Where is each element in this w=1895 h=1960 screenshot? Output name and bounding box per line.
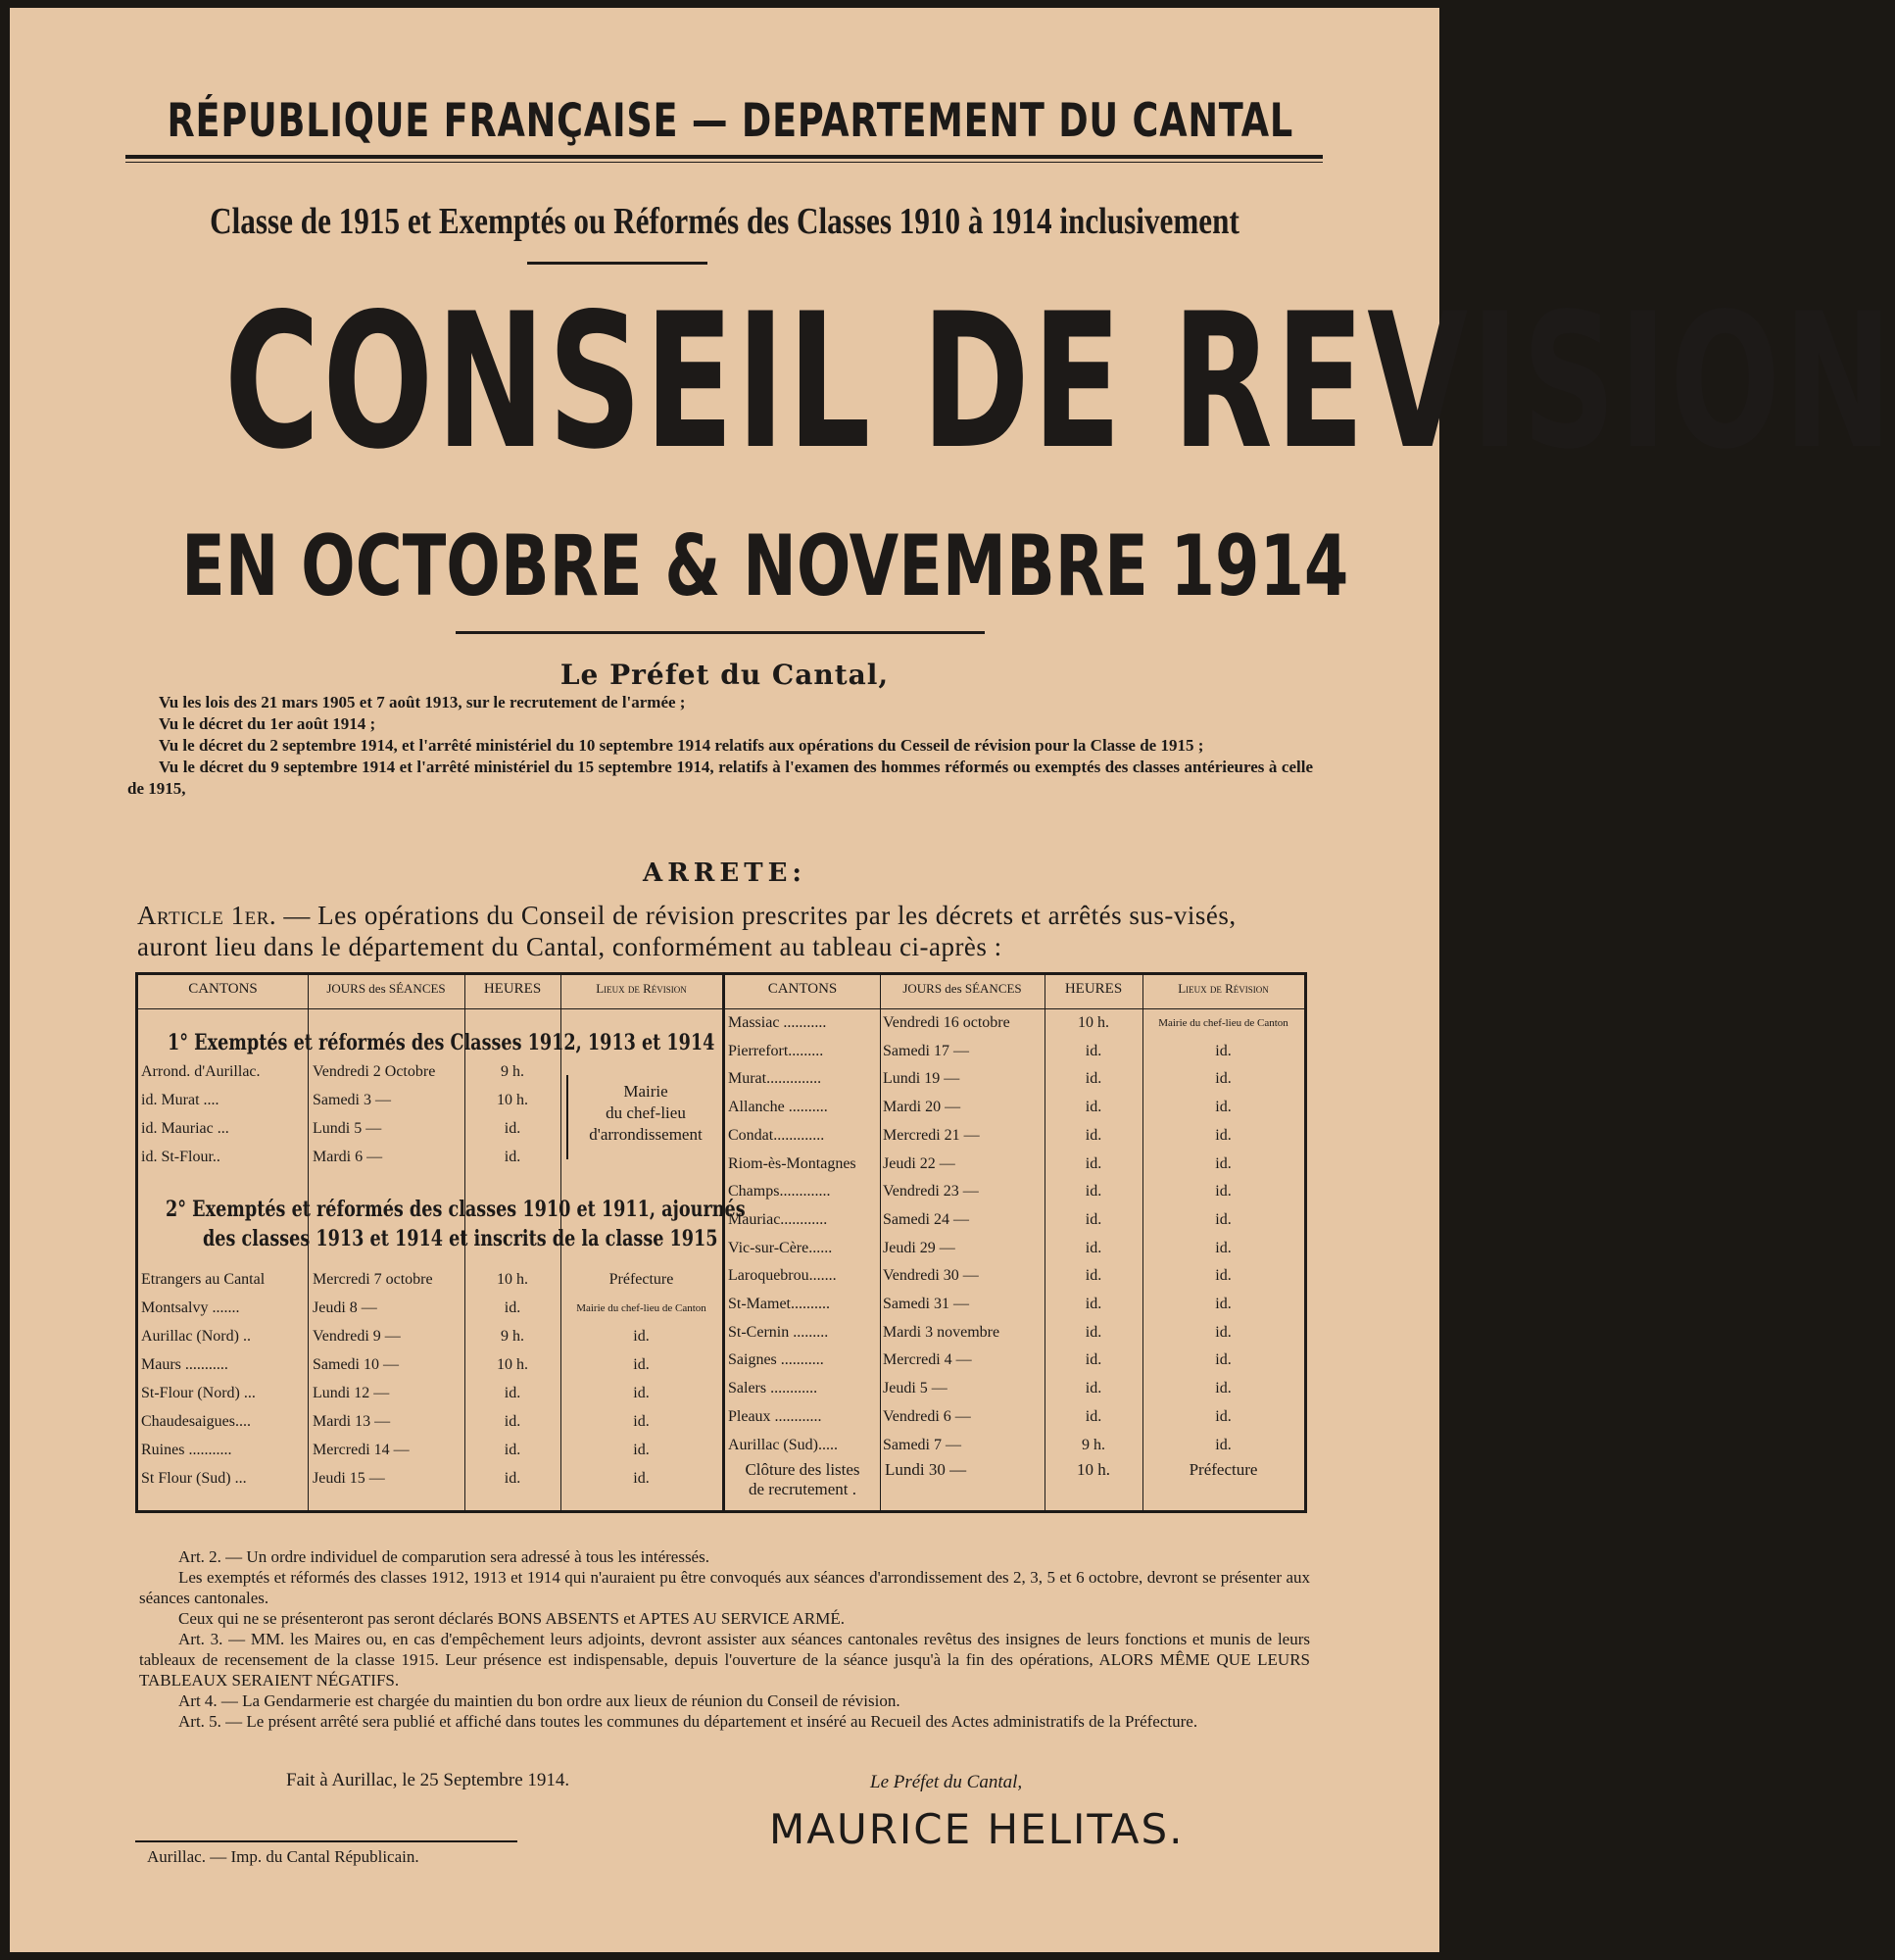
- lieu-cell: Préfecture: [608, 1271, 674, 1288]
- main-title: CONSEIL DE REVISION: [223, 273, 1895, 490]
- closing-canton: Clôture des listes: [745, 1460, 860, 1479]
- day-cell: Jeudi 29 —: [883, 1239, 955, 1256]
- canton-cell: id. Murat ....: [141, 1092, 219, 1108]
- section-1-lieu: Mairie: [623, 1082, 668, 1101]
- imprint-rule: [135, 1840, 517, 1842]
- day-cell: Samedi 24 —: [883, 1210, 969, 1228]
- canton-cell: Ruines ...........: [141, 1442, 232, 1458]
- day-cell: Jeudi 5 —: [883, 1380, 948, 1397]
- day-cell: Mardi 13 —: [313, 1413, 391, 1430]
- canton-cell: Arrond. d'Aurillac.: [141, 1063, 261, 1080]
- imprint: Aurillac. — Imp. du Cantal Républicain.: [147, 1847, 419, 1866]
- hour-cell: id.: [1085, 1154, 1102, 1172]
- canton-cell: Salers ............: [728, 1380, 818, 1397]
- day-cell: Samedi 17 —: [883, 1042, 969, 1059]
- day-cell: Vendredi 9 —: [313, 1328, 401, 1345]
- canton-cell: Chaudesaigues....: [141, 1413, 251, 1430]
- vu-line: Vu le décret du 9 septembre 1914 et l'arrêté ministériel du 15 septembre 1914, relatifs à l'examen des hommes réformés ou exemptés des classes antérieures à celle de 1915,: [127, 758, 1313, 798]
- hour-cell: id.: [504, 1120, 521, 1137]
- lieu-cell: id.: [1215, 1296, 1232, 1312]
- day-cell: Vendredi 23 —: [883, 1183, 979, 1200]
- article-paragraph: Les exemptés et réformés des classes 1912, 1913 et 1914 qui n'auraient pu être convoqués aux séances d'arrondissement des 2, 3, 5 et 6 octobre, devront se présenter aux séances cantonales.: [139, 1568, 1310, 1607]
- lieu-cell: id.: [1215, 1070, 1232, 1088]
- vu-line: Vu le décret du 2 septembre 1914, et l'arrêté ministériel du 10 septembre 1914 relatifs aux opérations du Cesseil de révision pour la Classe de 1915 ;: [159, 736, 1204, 755]
- canton-cell: id. Mauriac ...: [141, 1120, 229, 1137]
- hour-cell: id.: [504, 1470, 521, 1487]
- hour-cell: id.: [1085, 1351, 1102, 1369]
- th-heures: HEURES: [1064, 981, 1123, 997]
- canton-cell: Montsalvy .......: [141, 1299, 240, 1316]
- th-cantons: CANTONS: [767, 981, 838, 997]
- hour-cell: id.: [1085, 1070, 1102, 1088]
- lieu-brace: [566, 1075, 568, 1159]
- section-1-lieu: du chef-lieu: [606, 1103, 686, 1122]
- signature: MAURICE HELITAS.: [769, 1805, 1185, 1853]
- th-jours: JOURS des SÉANCES: [902, 981, 1022, 996]
- day-cell: Mardi 20 —: [883, 1099, 961, 1116]
- hour-cell: 10 h.: [1078, 1014, 1109, 1031]
- hour-cell: 10 h.: [497, 1092, 528, 1108]
- lieu-cell: id.: [1215, 1323, 1232, 1341]
- prefet-sign-line: Le Préfet du Cantal,: [870, 1772, 1023, 1792]
- lieu-cell: id.: [1215, 1239, 1232, 1256]
- hour-cell: 9 h.: [1082, 1436, 1105, 1453]
- article-paragraph: Art 4. — La Gendarmerie est chargée du maintien du bon ordre aux lieux de réunion du Conseil de révision.: [178, 1691, 900, 1710]
- lieu-cell: id.: [1215, 1154, 1232, 1172]
- day-cell: Lundi 19 —: [883, 1070, 960, 1088]
- main-subtitle: EN OCTOBRE & NOVEMBRE 1914: [181, 517, 1349, 615]
- hour-cell: id.: [1085, 1099, 1102, 1116]
- lieu-cell: id.: [1215, 1183, 1232, 1200]
- hour-cell: id.: [1085, 1380, 1102, 1397]
- canton-cell: Massiac ...........: [728, 1014, 827, 1031]
- canton-cell: Laroquebrou.......: [728, 1267, 837, 1285]
- canton-cell: Etrangers au Cantal: [141, 1271, 266, 1288]
- day-cell: Samedi 31 —: [883, 1296, 969, 1312]
- section-2-title: 2° Exemptés et réformés des classes 1910 et 1911, ajournés: [166, 1197, 746, 1222]
- hour-cell: id.: [1085, 1126, 1102, 1144]
- canton-cell: Pleaux ............: [728, 1407, 822, 1425]
- lieu-cell: id.: [633, 1470, 650, 1487]
- section-2-title: des classes 1913 et 1914 et inscrits de la classe 1915: [203, 1226, 718, 1251]
- canton-cell: id. St-Flour..: [141, 1149, 220, 1165]
- hour-cell: id.: [504, 1149, 521, 1165]
- day-cell: Jeudi 22 —: [883, 1154, 955, 1172]
- header-title: RÉPUBLIQUE FRANÇAISE — DEPARTEMENT DU CANTAL: [167, 94, 1294, 148]
- hour-cell: id.: [1085, 1296, 1102, 1312]
- day-cell: Samedi 10 —: [313, 1356, 399, 1373]
- canton-cell: Aurillac (Sud).....: [728, 1436, 838, 1453]
- lieu-cell: id.: [1215, 1042, 1232, 1059]
- article-paragraph: Art. 2. — Un ordre individuel de comparution sera adressé à tous les intéressés.: [178, 1547, 709, 1566]
- article-1: [137, 900, 1313, 962]
- day-cell: Samedi 7 —: [883, 1436, 961, 1453]
- day-cell: Vendredi 30 —: [883, 1267, 979, 1285]
- day-cell: Mercredi 4 —: [883, 1351, 972, 1369]
- day-cell: Vendredi 16 octobre: [883, 1014, 1010, 1031]
- canton-cell: Riom-ès-Montagnes: [728, 1154, 856, 1172]
- vu-line: Vu les lois des 21 mars 1905 et 7 août 1913, sur le recrutement de l'armée ;: [159, 693, 686, 711]
- hour-cell: id.: [1085, 1042, 1102, 1059]
- hour-cell: 10 h.: [497, 1356, 528, 1373]
- day-cell: Vendredi 6 —: [883, 1407, 971, 1425]
- canton-cell: Aurillac (Nord) ..: [141, 1328, 251, 1345]
- lieu-cell: id.: [633, 1385, 650, 1401]
- arrete-heading: ARRETE:: [643, 858, 806, 888]
- canton-cell: Allanche ..........: [728, 1099, 828, 1116]
- day-cell: Mercredi 21 —: [883, 1126, 980, 1144]
- vu-block: [127, 692, 1313, 800]
- schedule-table: [135, 972, 1307, 1513]
- article-paragraph: Art. 3. — MM. les Maires ou, en cas d'empêchement leurs adjoints, devront assister aux séances cantonales revêtus des insignes de leurs fonctions et munis de leurs tableaux de recensement de la classe 1915. Leur présence est indispensable, depuis l'ouverture de la séance jusqu'à la fin des opérations, ALORS MÊME QUE LEURS TABLEAUX SERAIENT NÉGATIFS.: [139, 1630, 1310, 1690]
- day-cell: Vendredi 2 Octobre: [313, 1063, 436, 1080]
- poster: [10, 8, 1895, 1952]
- lieu-cell: Mairie du chef-lieu de Canton: [576, 1302, 706, 1314]
- hour-cell: 10 h.: [497, 1271, 528, 1288]
- lieu-cell: id.: [633, 1413, 650, 1430]
- canton-cell: St Flour (Sud) ...: [141, 1470, 247, 1487]
- hour-cell: id.: [504, 1299, 521, 1316]
- canton-cell: Maurs ...........: [141, 1356, 228, 1373]
- day-cell: Mercredi 7 octobre: [313, 1271, 433, 1288]
- lieu-cell: id.: [1215, 1351, 1232, 1369]
- header-rule-thin: [125, 162, 1323, 163]
- hour-cell: 9 h.: [501, 1328, 524, 1345]
- articles-block: [139, 1546, 1310, 1732]
- hour-cell: id.: [504, 1413, 521, 1430]
- hour-cell: id.: [504, 1442, 521, 1458]
- hour-cell: id.: [504, 1385, 521, 1401]
- th-jours: JOURS des SÉANCES: [326, 981, 446, 996]
- hour-cell: id.: [1085, 1183, 1102, 1200]
- hour-cell: id.: [1085, 1210, 1102, 1228]
- header-row-line: [138, 1008, 1304, 1009]
- lieu-cell: id.: [633, 1356, 650, 1373]
- day-cell: Lundi 12 —: [313, 1385, 390, 1401]
- col-divider: [880, 975, 881, 1510]
- lieu-cell: id.: [1215, 1407, 1232, 1425]
- section-1-lieu: d'arrondissement: [589, 1125, 703, 1144]
- classes-line: Classe de 1915 et Exemptés ou Réformés des Classes 1910 à 1914 inclusivement: [210, 201, 1239, 242]
- center-divider: [722, 975, 725, 1510]
- closing-canton: de recrutement .: [749, 1480, 856, 1498]
- subtitle-rule: [456, 631, 985, 634]
- section-1-title: 1° Exemptés et réformés des Classes 1912, 1913 et 1914: [168, 1030, 715, 1055]
- canton-cell: Vic-sur-Cère......: [728, 1239, 833, 1256]
- article-paragraph: Ceux qui ne se présenteront pas seront déclarés BONS ABSENTS et APTES AU SERVICE ARMÉ.: [178, 1609, 846, 1628]
- lieu-cell: id.: [1215, 1210, 1232, 1228]
- canton-cell: Mauriac............: [728, 1210, 828, 1228]
- prefet-heading: Le Préfet du Cantal,: [559, 659, 890, 691]
- lieu-cell: id.: [1215, 1099, 1232, 1116]
- canton-cell: Saignes ...........: [728, 1351, 824, 1369]
- closing-day: Lundi 30 —: [885, 1460, 967, 1479]
- th-cantons: CANTONS: [188, 981, 258, 997]
- canton-cell: Murat..............: [728, 1070, 822, 1088]
- day-cell: Jeudi 15 —: [313, 1470, 385, 1487]
- lieu-cell: Mairie du chef-lieu de Canton: [1158, 1017, 1288, 1029]
- day-cell: Mardi 6 —: [313, 1149, 383, 1165]
- lieu-cell: id.: [1215, 1267, 1232, 1285]
- canton-cell: St-Flour (Nord) ...: [141, 1385, 256, 1401]
- closing-hour: 10 h.: [1077, 1460, 1110, 1479]
- canton-cell: St-Mamet..........: [728, 1296, 830, 1312]
- hour-cell: id.: [1085, 1267, 1102, 1285]
- hour-cell: 9 h.: [501, 1063, 524, 1080]
- closing-lieu: Préfecture: [1189, 1460, 1258, 1479]
- lieu-cell: id.: [1215, 1380, 1232, 1397]
- vu-line: Vu le décret du 1er août 1914 ;: [159, 714, 376, 733]
- day-cell: Mardi 3 novembre: [883, 1323, 1000, 1341]
- header-rule: [125, 155, 1323, 159]
- th-lieux: Lieux de Révision: [1178, 981, 1269, 996]
- canton-cell: St-Cernin .........: [728, 1323, 829, 1341]
- fait-line: Fait à Aurillac, le 25 Septembre 1914.: [286, 1770, 570, 1790]
- article-1-text: — Les opérations du Conseil de révision prescrites par les décrets et arrêtés sus-visés, auront lieu dans le département du Cantal, conformément au tableau ci-après :: [137, 901, 1237, 961]
- lieu-cell: id.: [633, 1328, 650, 1345]
- canton-cell: Condat.............: [728, 1126, 825, 1144]
- classes-rule: [527, 262, 707, 265]
- article-paragraph: Art. 5. — Le présent arrêté sera publié et affiché dans toutes les communes du département et inséré au Recueil des Actes administratifs de la Préfecture.: [178, 1712, 1198, 1731]
- hour-cell: id.: [1085, 1239, 1102, 1256]
- th-heures: HEURES: [483, 981, 542, 997]
- day-cell: Jeudi 8 —: [313, 1299, 377, 1316]
- day-cell: Lundi 5 —: [313, 1120, 382, 1137]
- th-lieux: Lieux de Révision: [596, 981, 687, 996]
- article-1-label: Article 1er.: [137, 901, 277, 930]
- day-cell: Samedi 3 —: [313, 1092, 391, 1108]
- day-cell: Mercredi 14 —: [313, 1442, 410, 1458]
- lieu-cell: id.: [1215, 1126, 1232, 1144]
- canton-cell: Pierrefort.........: [728, 1042, 824, 1059]
- canton-cell: Champs.............: [728, 1183, 831, 1200]
- hour-cell: id.: [1085, 1407, 1102, 1425]
- lieu-cell: id.: [1215, 1436, 1232, 1453]
- hour-cell: id.: [1085, 1323, 1102, 1341]
- lieu-cell: id.: [633, 1442, 650, 1458]
